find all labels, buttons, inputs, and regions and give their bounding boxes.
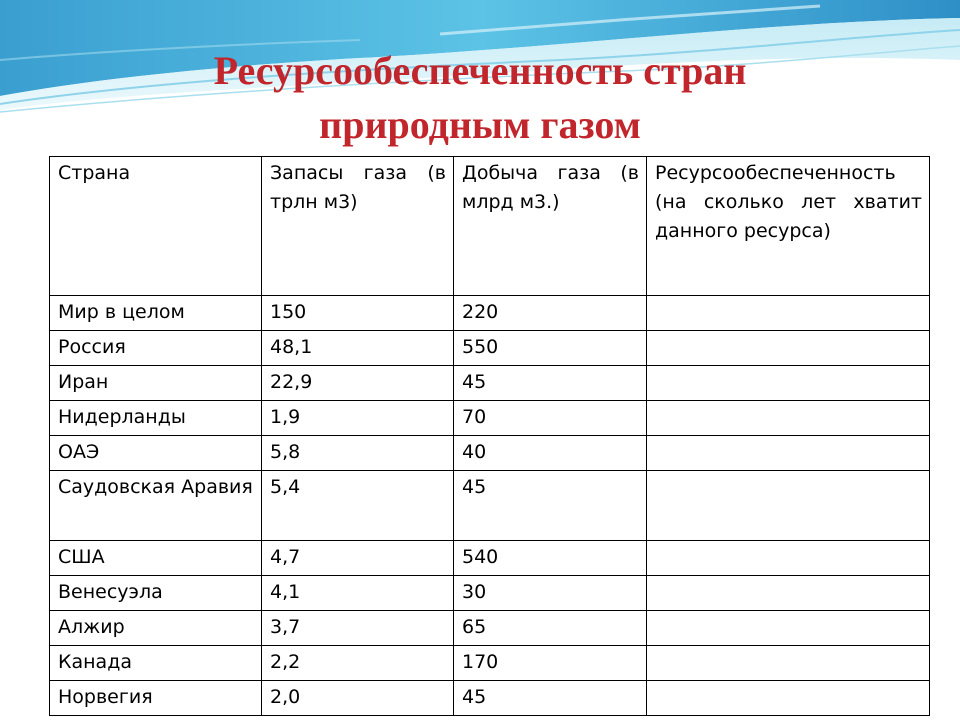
header-gas-production: Добыча газа (в млрд м3.) (454, 157, 647, 296)
cell-production: 65 (454, 611, 647, 646)
cell-country: Алжир (50, 611, 262, 646)
table-header-row (50, 157, 930, 296)
table-row (50, 296, 930, 331)
cell-provision (647, 681, 930, 716)
cell-provision (647, 576, 930, 611)
cell-production: 220 (454, 296, 647, 331)
cell-production: 45 (454, 681, 647, 716)
table-row (50, 576, 930, 611)
cell-production: 45 (454, 471, 647, 541)
cell-production: 70 (454, 401, 647, 436)
cell-country: Россия (50, 331, 262, 366)
cell-production: 45 (454, 366, 647, 401)
table-row (50, 401, 930, 436)
cell-reserves: 5,4 (262, 471, 454, 541)
cell-provision (647, 646, 930, 681)
cell-reserves: 4,7 (262, 541, 454, 576)
table-row (50, 681, 930, 716)
cell-country: Канада (50, 646, 262, 681)
cell-country: ОАЭ (50, 436, 262, 471)
cell-country: Мир в целом (50, 296, 262, 331)
table-row (50, 436, 930, 471)
cell-country: Норвегия (50, 681, 262, 716)
cell-production: 30 (454, 576, 647, 611)
cell-provision (647, 366, 930, 401)
cell-provision (647, 401, 930, 436)
cell-production: 170 (454, 646, 647, 681)
cell-production: 40 (454, 436, 647, 471)
header-country: Страна (50, 157, 262, 296)
table-row (50, 331, 930, 366)
cell-provision (647, 471, 930, 541)
slide-title-line-1: Ресурсообеспеченность стран (213, 48, 747, 93)
cell-provision (647, 541, 930, 576)
cell-reserves: 48,1 (262, 331, 454, 366)
cell-provision (647, 296, 930, 331)
table-row (50, 541, 930, 576)
cell-country: Венесуэла (50, 576, 262, 611)
cell-country: США (50, 541, 262, 576)
cell-reserves: 150 (262, 296, 454, 331)
table-row (50, 611, 930, 646)
header-resource-provision: Ресурсообеспеченность (на сколько лет хватит данного ресурса) (647, 157, 930, 296)
slide-title-line-2: природным газом (319, 102, 641, 147)
cell-reserves: 4,1 (262, 576, 454, 611)
cell-provision (647, 331, 930, 366)
gas-resources-table (49, 156, 930, 716)
cell-provision (647, 436, 930, 471)
cell-production: 540 (454, 541, 647, 576)
cell-reserves: 1,9 (262, 401, 454, 436)
table-row (50, 646, 930, 681)
slide-title (0, 44, 960, 152)
cell-production: 550 (454, 331, 647, 366)
cell-provision (647, 611, 930, 646)
table-row (50, 471, 930, 541)
cell-reserves: 3,7 (262, 611, 454, 646)
cell-country: Иран (50, 366, 262, 401)
cell-country: Нидерланды (50, 401, 262, 436)
cell-reserves: 5,8 (262, 436, 454, 471)
header-gas-reserves: Запасы газа (в трлн м3) (262, 157, 454, 296)
cell-country: Саудовская Аравия (50, 471, 262, 541)
cell-reserves: 22,9 (262, 366, 454, 401)
cell-reserves: 2,2 (262, 646, 454, 681)
table-row (50, 366, 930, 401)
cell-reserves: 2,0 (262, 681, 454, 716)
